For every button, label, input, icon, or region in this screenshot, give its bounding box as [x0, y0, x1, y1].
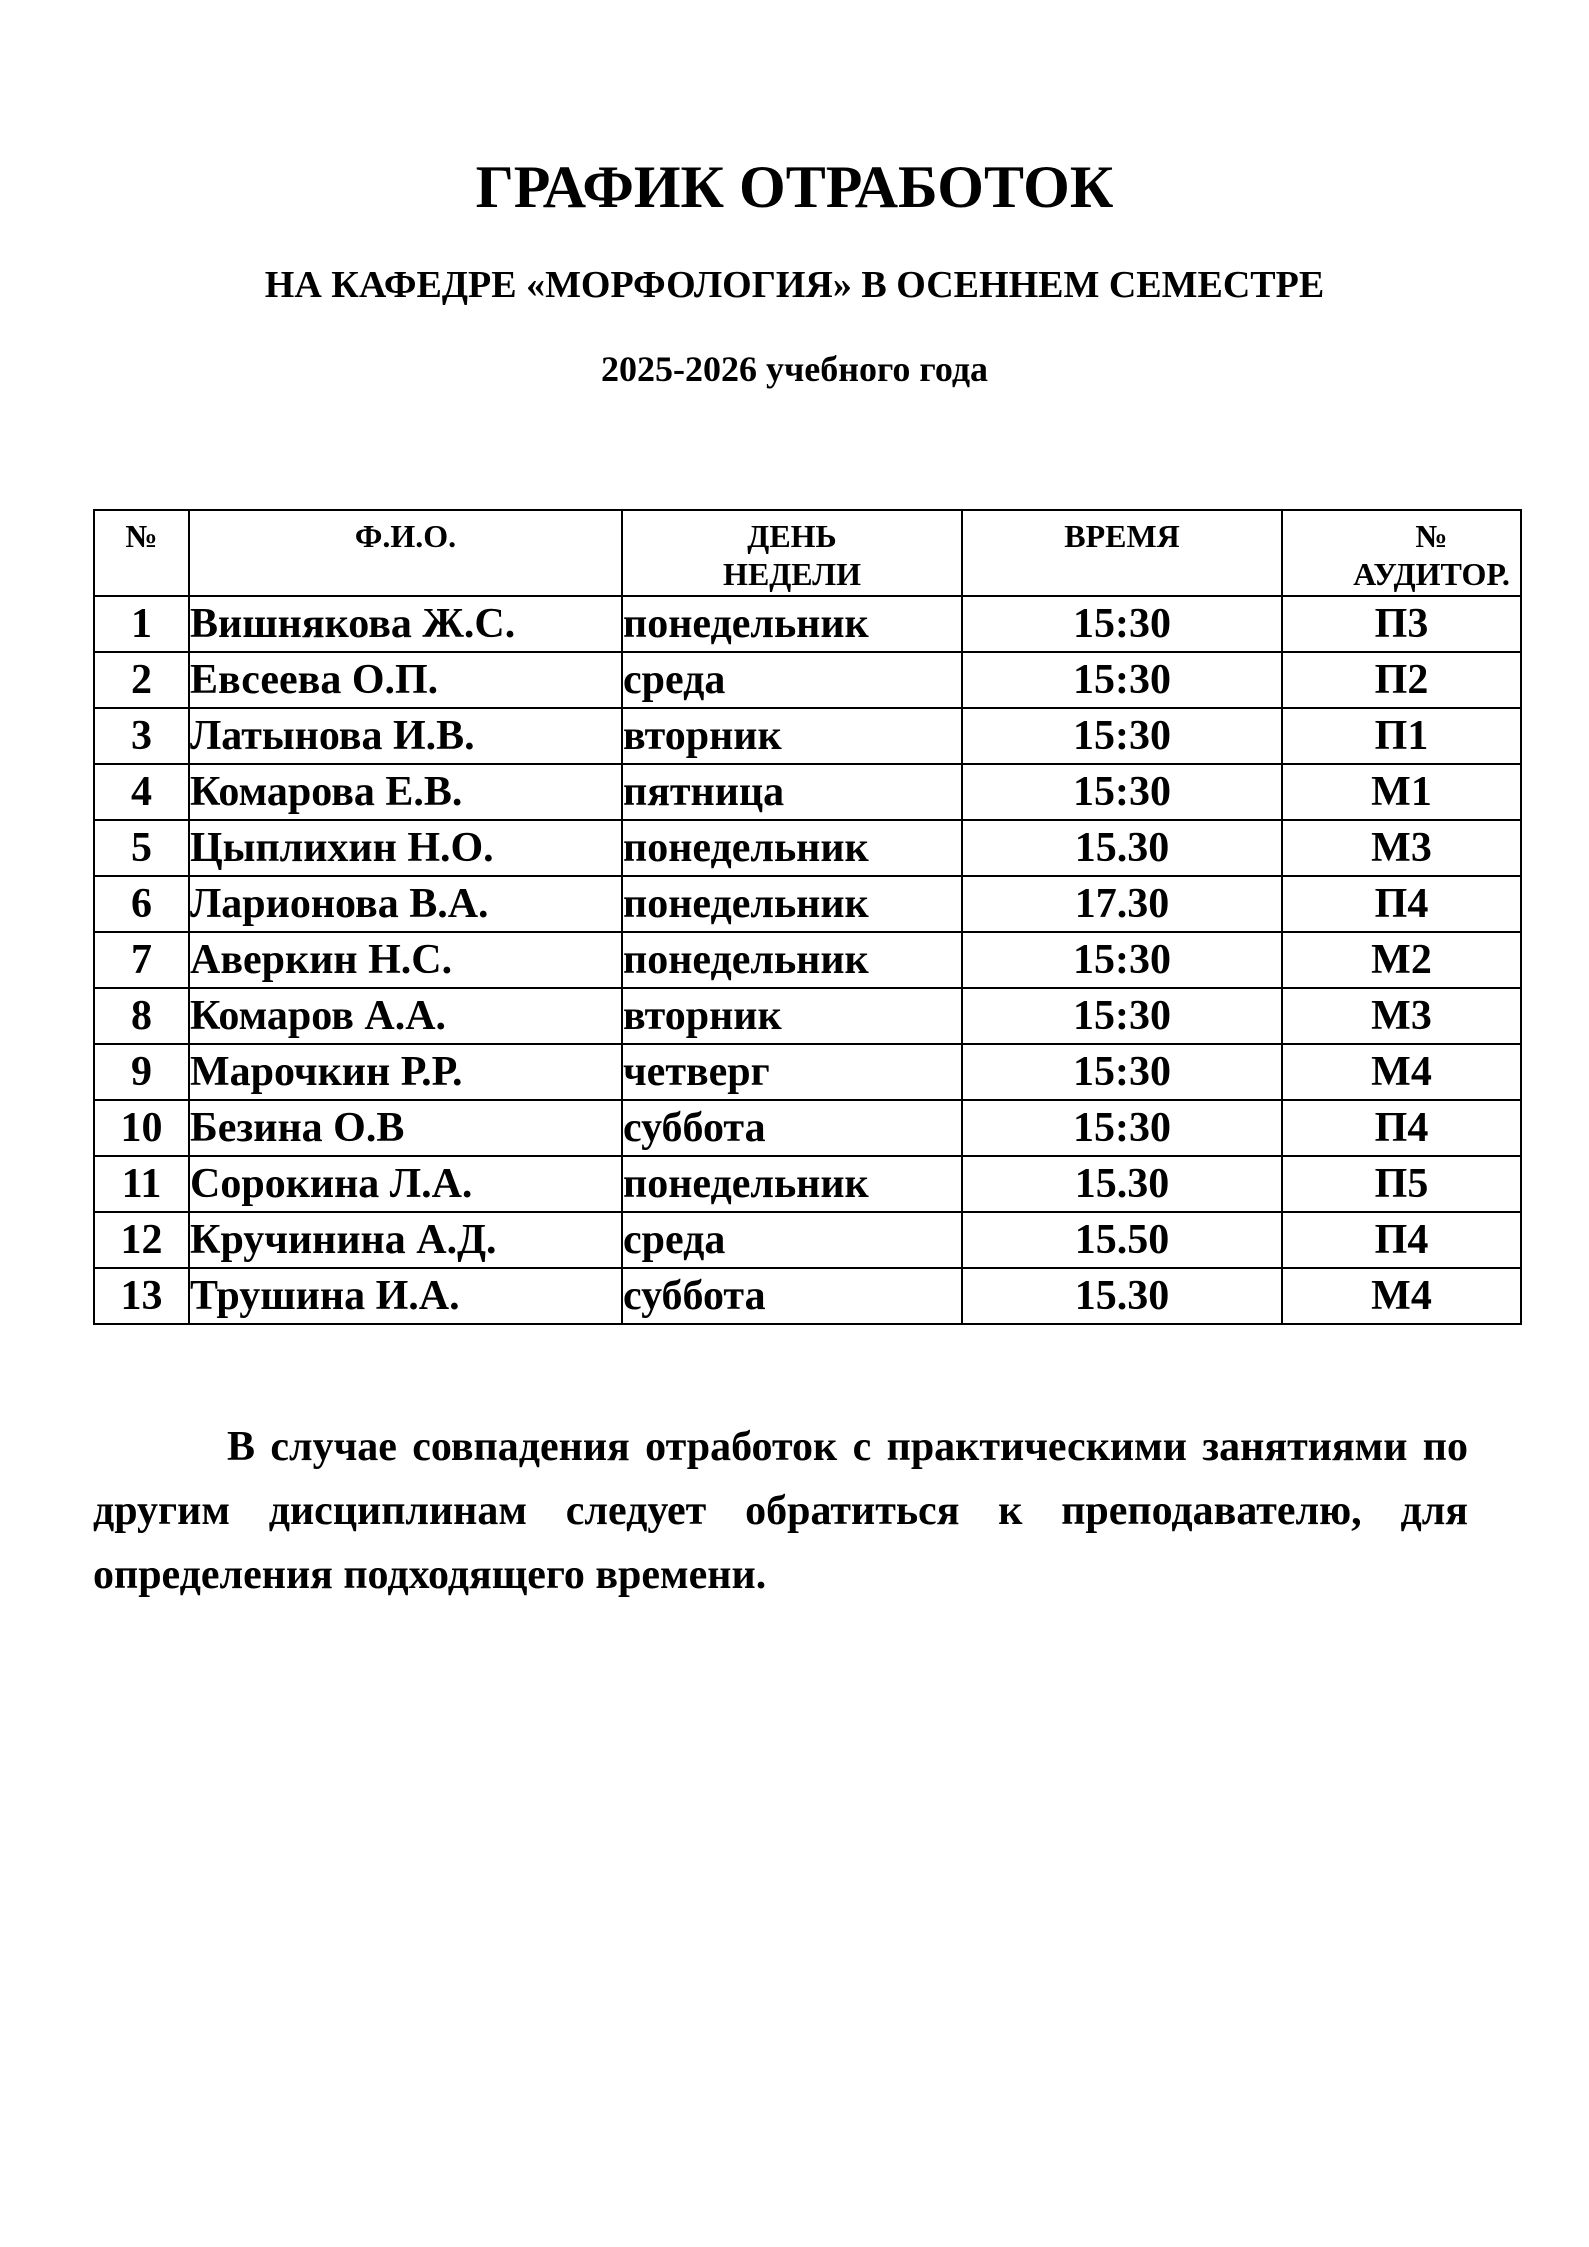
- cell-number: 9: [94, 1044, 189, 1100]
- table-row: [94, 652, 1521, 708]
- cell-number: 10: [94, 1100, 189, 1156]
- cell-name: Кручинина А.Д.: [189, 1212, 622, 1268]
- cell-room: П3: [1282, 596, 1521, 652]
- header-number: №: [94, 510, 189, 596]
- cell-number: 12: [94, 1212, 189, 1268]
- table-row: [94, 876, 1521, 932]
- cell-time: 15:30: [962, 1100, 1282, 1156]
- cell-room: П4: [1282, 1100, 1521, 1156]
- schedule-body: [94, 596, 1521, 1324]
- cell-number: 6: [94, 876, 189, 932]
- document-title: ГРАФИК ОТРАБОТОК: [475, 154, 1114, 220]
- cell-room: П4: [1282, 876, 1521, 932]
- cell-room: М2: [1282, 932, 1521, 988]
- cell-number: 4: [94, 764, 189, 820]
- table-row: [94, 1268, 1521, 1324]
- cell-room: М4: [1282, 1268, 1521, 1324]
- cell-room: П2: [1282, 652, 1521, 708]
- cell-name: Комаров А.А.: [189, 988, 622, 1044]
- cell-number: 11: [94, 1156, 189, 1212]
- cell-name: Трушина И.А.: [189, 1268, 622, 1324]
- cell-room: М4: [1282, 1044, 1521, 1100]
- cell-time: 15:30: [962, 652, 1282, 708]
- header-time: ВРЕМЯ: [962, 510, 1282, 596]
- header-room: № АУДИТОР.: [1282, 510, 1521, 596]
- cell-room: П4: [1282, 1212, 1521, 1268]
- table-row: [94, 932, 1521, 988]
- header-name: Ф.И.О.: [189, 510, 622, 596]
- cell-number: 7: [94, 932, 189, 988]
- cell-time: 15.30: [962, 1156, 1282, 1212]
- cell-time: 15.50: [962, 1212, 1282, 1268]
- cell-day: понедельник: [622, 932, 962, 988]
- cell-day: понедельник: [622, 1156, 962, 1212]
- cell-time: 15.30: [962, 1268, 1282, 1324]
- cell-day: пятница: [622, 764, 962, 820]
- table-row: [94, 988, 1521, 1044]
- academic-year: 2025-2026 учебного года: [600, 349, 989, 389]
- cell-name: Латынова И.В.: [189, 708, 622, 764]
- cell-day: суббота: [622, 1268, 962, 1324]
- cell-name: Евсеева О.П.: [189, 652, 622, 708]
- cell-name: Комарова Е.В.: [189, 764, 622, 820]
- cell-name: Ларионова В.А.: [189, 876, 622, 932]
- table-row: [94, 1156, 1521, 1212]
- cell-name: Марочкин Р.Р.: [189, 1044, 622, 1100]
- cell-day: вторник: [622, 988, 962, 1044]
- cell-name: Цыплихин Н.О.: [189, 820, 622, 876]
- cell-name: Безина О.В: [189, 1100, 622, 1156]
- cell-day: понедельник: [622, 876, 962, 932]
- schedule-table: [93, 509, 1522, 1325]
- table-row: [94, 764, 1521, 820]
- cell-room: М1: [1282, 764, 1521, 820]
- cell-day: суббота: [622, 1100, 962, 1156]
- cell-time: 15:30: [962, 764, 1282, 820]
- table-row: [94, 1212, 1521, 1268]
- cell-day: четверг: [622, 1044, 962, 1100]
- table-row: [94, 1100, 1521, 1156]
- table-row: [94, 820, 1521, 876]
- table-row: [94, 1044, 1521, 1100]
- cell-name: Вишнякова Ж.С.: [189, 596, 622, 652]
- cell-time: 15:30: [962, 596, 1282, 652]
- table-header-row: [94, 510, 1521, 596]
- cell-time: 15:30: [962, 1044, 1282, 1100]
- cell-number: 1: [94, 596, 189, 652]
- cell-name: Аверкин Н.С.: [189, 932, 622, 988]
- cell-room: П1: [1282, 708, 1521, 764]
- cell-number: 3: [94, 708, 189, 764]
- cell-day: вторник: [622, 708, 962, 764]
- cell-day: среда: [622, 652, 962, 708]
- cell-day: среда: [622, 1212, 962, 1268]
- cell-number: 8: [94, 988, 189, 1044]
- cell-name: Сорокина Л.А.: [189, 1156, 622, 1212]
- cell-number: 13: [94, 1268, 189, 1324]
- document-subtitle: НА КАФЕДРЕ «МОРФОЛОГИЯ» В ОСЕННЕМ СЕМЕСТРЕ: [264, 264, 1325, 306]
- cell-day: понедельник: [622, 820, 962, 876]
- cell-number: 2: [94, 652, 189, 708]
- cell-day: понедельник: [622, 596, 962, 652]
- cell-time: 17.30: [962, 876, 1282, 932]
- cell-time: 15:30: [962, 932, 1282, 988]
- cell-time: 15.30: [962, 820, 1282, 876]
- cell-room: П5: [1282, 1156, 1521, 1212]
- header-day: ДЕНЬ НЕДЕЛИ: [622, 510, 962, 596]
- note-paragraph: В случае совпадения отработок с практическими занятиями по другим дисциплинам следует обратиться к преподавателю, для определения подходящего времени.: [93, 1424, 1468, 1598]
- cell-number: 5: [94, 820, 189, 876]
- cell-room: М3: [1282, 820, 1521, 876]
- table-row: [94, 596, 1521, 652]
- cell-time: 15:30: [962, 708, 1282, 764]
- cell-time: 15:30: [962, 988, 1282, 1044]
- cell-room: М3: [1282, 988, 1521, 1044]
- table-row: [94, 708, 1521, 764]
